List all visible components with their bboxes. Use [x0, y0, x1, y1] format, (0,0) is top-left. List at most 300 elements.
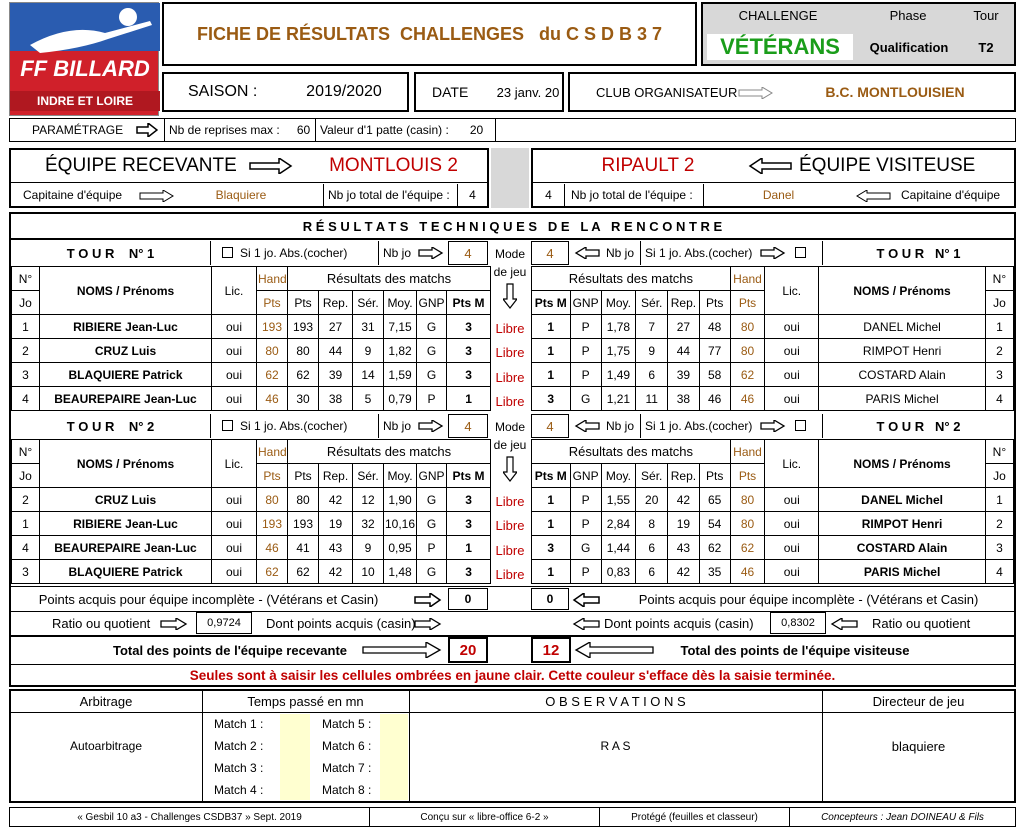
- col-moy: Moy.: [601, 291, 635, 315]
- player-hand: 80: [257, 339, 288, 363]
- player-ser: 31: [353, 315, 384, 339]
- tour2-abs-home-label: Si 1 jo. Abs.(cocher): [240, 419, 348, 433]
- player-ser: 7: [636, 315, 668, 339]
- player-pts: 35: [699, 560, 730, 584]
- player-lic: oui: [765, 315, 819, 339]
- player-rep: 42: [319, 488, 353, 512]
- player-ser: 6: [636, 363, 668, 387]
- home-captain: Blaquiere: [215, 188, 267, 202]
- col-hand-pts: Pts: [257, 291, 288, 315]
- tour1-abs-away-checkbox[interactable]: [795, 247, 806, 258]
- tour1-title-home: T O U R N° 1: [11, 241, 211, 265]
- player-no: 1: [985, 488, 1013, 512]
- col-rep: Rep.: [668, 291, 699, 315]
- player-gnp: P: [570, 488, 601, 512]
- player-hand: 193: [257, 512, 288, 536]
- arrow-down-icon: [503, 283, 517, 309]
- player-lic: oui: [765, 387, 819, 411]
- col-ser: Sér.: [353, 464, 384, 488]
- directeur-label: Directeur de jeu: [872, 693, 965, 709]
- home-team-name: MONTLOUIS 2: [329, 155, 458, 176]
- col-pts: Pts: [699, 464, 730, 488]
- arrow-right-icon: [362, 642, 442, 658]
- home-incomplete: 0: [448, 588, 488, 610]
- col-moy: Moy.: [601, 464, 635, 488]
- home-incomplete-label: Points acquis pour équipe incomplète - (Vétérans et Casin): [38, 591, 379, 607]
- player-hand: 46: [257, 536, 288, 560]
- tour1-nbjo-away: 4: [531, 241, 569, 265]
- ff-billard-logo: [9, 2, 159, 116]
- player-ser: 9: [353, 339, 384, 363]
- player-hand: 80: [730, 488, 764, 512]
- club-value: B.C. MONTLOUISIEN: [825, 84, 965, 100]
- player-name: RIBIERE Jean-Luc: [40, 512, 212, 536]
- player-pts: 80: [288, 488, 319, 512]
- player-gnp: G: [417, 339, 447, 363]
- player-pts: 58: [699, 363, 730, 387]
- tour1-title-away: T O U R N° 1: [822, 241, 1014, 265]
- arrow-right-icon: [760, 247, 786, 259]
- col-ptsm: Pts M: [447, 464, 491, 488]
- arrow-right-icon: [160, 618, 188, 630]
- arrow-down-icon: [503, 456, 517, 482]
- home-casin-label: Dont points acquis (casin): [266, 615, 416, 631]
- player-ptsm: 1: [532, 315, 571, 339]
- col-ptsm: Pts M: [447, 291, 491, 315]
- saison-value: 2019/2020: [306, 83, 382, 100]
- player-hand: 46: [730, 387, 764, 411]
- table-row: [532, 488, 1014, 512]
- col-noms: NOMS / Prénoms: [40, 267, 212, 315]
- table-row: [532, 560, 1014, 584]
- player-gnp: G: [417, 488, 447, 512]
- player-lic: oui: [212, 560, 257, 584]
- player-moy: 2,84: [601, 512, 635, 536]
- col-results: Résultats des matchs: [288, 267, 491, 291]
- away-nbjo-label: Nb jo total de l'équipe :: [571, 188, 693, 202]
- away-total-label: Total des points de l'équipe visiteuse: [680, 642, 910, 658]
- player-moy: 1,75: [601, 339, 635, 363]
- table-row: [12, 363, 491, 387]
- arrow-left-icon: [574, 420, 600, 432]
- away-incomplete-label: Points acquis pour équipe incomplète - (Vétérans et Casin): [638, 591, 979, 607]
- col-moy: Moy.: [384, 291, 417, 315]
- player-ser: 9: [353, 536, 384, 560]
- home-label: ÉQUIPE RECEVANTE: [45, 155, 237, 176]
- player-lic: oui: [212, 339, 257, 363]
- mode-value: Libre: [495, 542, 525, 558]
- player-rep: 44: [668, 339, 699, 363]
- player-gnp: P: [570, 560, 601, 584]
- player-hand: 193: [257, 315, 288, 339]
- arrow-left-icon: [748, 158, 792, 174]
- date-box: [414, 72, 564, 112]
- table-row: [532, 512, 1014, 536]
- player-name: DANEL Michel: [819, 315, 986, 339]
- table-row: [532, 315, 1014, 339]
- player-ptsm: 1: [532, 512, 571, 536]
- arrow-right-icon: [738, 87, 774, 99]
- player-pts: 62: [699, 536, 730, 560]
- player-moy: 7,15: [384, 315, 417, 339]
- home-nbjo-label: Nb jo total de l'équipe :: [323, 184, 463, 206]
- player-hand: 80: [730, 512, 764, 536]
- col-hand: Hand: [730, 267, 764, 291]
- player-pts: 46: [699, 387, 730, 411]
- arrow-left-icon: [574, 247, 600, 259]
- player-no: 2: [985, 339, 1013, 363]
- saison-label: SAISON :: [188, 83, 258, 100]
- home-ratio: 0,9724: [196, 612, 252, 634]
- player-moy: 1,78: [601, 315, 635, 339]
- tour2-title-home: T O U R N° 2: [11, 414, 211, 438]
- player-lic: oui: [212, 315, 257, 339]
- tour1-away-table: [531, 266, 1014, 411]
- player-name: CRUZ Luis: [40, 339, 212, 363]
- tour2-abs-away-checkbox[interactable]: [795, 420, 806, 431]
- tour2-title-away: T O U R N° 2: [822, 414, 1014, 438]
- player-lic: oui: [212, 387, 257, 411]
- col-jo: Jo: [12, 291, 40, 315]
- col-lic: Lic.: [212, 440, 257, 488]
- params-row: [9, 118, 1016, 142]
- params-label: PARAMÉTRAGE: [10, 119, 165, 141]
- player-ptsm: 1: [532, 339, 571, 363]
- player-name: DANEL Michel: [819, 488, 986, 512]
- player-gnp: P: [417, 536, 447, 560]
- player-ser: 11: [636, 387, 668, 411]
- player-ser: 8: [636, 512, 668, 536]
- player-ptsm: 3: [447, 315, 491, 339]
- player-ser: 12: [353, 488, 384, 512]
- player-moy: 1,44: [601, 536, 635, 560]
- player-ptsm: 1: [447, 387, 491, 411]
- col-lic: Lic.: [212, 267, 257, 315]
- reprises-label: Nb de reprises max :: [169, 123, 280, 137]
- player-rep: 42: [668, 488, 699, 512]
- player-ser: 32: [353, 512, 384, 536]
- col-rep: Rep.: [319, 291, 353, 315]
- table-row: [12, 387, 491, 411]
- temps-label: Temps passé en mn: [247, 693, 364, 709]
- billiard-player-icon: [10, 3, 160, 63]
- challenge-value: VÉTÉRANS: [707, 34, 853, 60]
- player-pts: 48: [699, 315, 730, 339]
- challenge-label: CHALLENGE: [738, 7, 818, 23]
- player-gnp: G: [417, 363, 447, 387]
- mode-value: Libre: [495, 493, 525, 509]
- player-gnp: P: [570, 315, 601, 339]
- tour2-abs-home-checkbox[interactable]: [222, 420, 233, 431]
- player-gnp: P: [417, 387, 447, 411]
- player-moy: 1,49: [601, 363, 635, 387]
- col-hand: Hand: [257, 440, 288, 464]
- player-no: 4: [985, 387, 1013, 411]
- tour2-nbjo-away: 4: [531, 414, 569, 438]
- player-rep: 44: [319, 339, 353, 363]
- col-lic: Lic.: [765, 440, 819, 488]
- col-no: N°: [985, 440, 1013, 464]
- player-name: BLAQUIERE Patrick: [40, 363, 212, 387]
- phase-value: Qualification: [869, 39, 949, 55]
- player-moy: 10,16: [384, 512, 417, 536]
- tour2-nbjo-home: 4: [448, 414, 488, 438]
- player-lic: oui: [765, 512, 819, 536]
- tour1-nbjo-away-label: Nb jo: [606, 246, 635, 260]
- match6-label: Match 6 :: [322, 739, 372, 753]
- col-hand: Hand: [257, 267, 288, 291]
- home-nbjo: 4: [457, 184, 487, 206]
- tour2-away-table: [531, 439, 1014, 584]
- player-moy: 1,90: [384, 488, 417, 512]
- arrow-left-icon: [572, 593, 600, 607]
- player-lic: oui: [212, 512, 257, 536]
- player-moy: 0,79: [384, 387, 417, 411]
- player-pts: 62: [288, 560, 319, 584]
- tour1-abs-home-checkbox[interactable]: [222, 247, 233, 258]
- player-pts: 65: [699, 488, 730, 512]
- logo-region: INDRE ET LOIRE: [10, 91, 160, 111]
- col-gnp: GNP: [570, 464, 601, 488]
- player-rep: 27: [319, 315, 353, 339]
- player-ser: 20: [636, 488, 668, 512]
- date-label: DATE: [432, 84, 469, 100]
- logo-brand: FF BILLARD: [20, 56, 150, 81]
- player-rep: 39: [319, 363, 353, 387]
- tour2-home-table: [11, 439, 491, 584]
- player-rep: 19: [668, 512, 699, 536]
- player-name: RIMPOT Henri: [819, 512, 986, 536]
- player-ptsm: 1: [447, 536, 491, 560]
- col-results: Résultats des matchs: [288, 440, 491, 464]
- player-gnp: G: [417, 315, 447, 339]
- match3-label: Match 3 :: [214, 761, 264, 775]
- home-ratio-label: Ratio ou quotient: [52, 615, 151, 631]
- player-name: COSTARD Alain: [819, 536, 986, 560]
- player-no: 2: [12, 488, 40, 512]
- player-rep: 43: [319, 536, 353, 560]
- col-moy: Moy.: [384, 464, 417, 488]
- player-lic: oui: [212, 488, 257, 512]
- arrow-right-icon: [414, 618, 442, 630]
- player-rep: 42: [319, 560, 353, 584]
- player-ser: 14: [353, 363, 384, 387]
- tour1-nbjo-home-label: Nb jo: [378, 241, 448, 265]
- player-no: 4: [985, 560, 1013, 584]
- arrow-right-icon: [136, 123, 158, 137]
- player-ptsm: 1: [532, 560, 571, 584]
- col-no: N°: [12, 440, 40, 464]
- col-pts: Pts: [288, 464, 319, 488]
- player-lic: oui: [765, 536, 819, 560]
- player-name: PARIS Michel: [819, 387, 986, 411]
- player-no: 1: [985, 315, 1013, 339]
- player-ptsm: 3: [447, 339, 491, 363]
- away-ratio-label: Ratio ou quotient: [872, 615, 971, 631]
- player-pts: 41: [288, 536, 319, 560]
- mode-value: Libre: [495, 518, 525, 533]
- col-jo: Jo: [12, 464, 40, 488]
- tour2-abs-away-label: Si 1 jo. Abs.(cocher): [640, 414, 752, 438]
- player-gnp: G: [417, 560, 447, 584]
- player-no: 4: [12, 387, 40, 411]
- away-casin-label: Dont points acquis (casin): [604, 615, 754, 631]
- player-name: COSTARD Alain: [819, 363, 986, 387]
- tour1-nbjo-home: 4: [448, 241, 488, 265]
- player-ptsm: 3: [447, 512, 491, 536]
- player-hand: 62: [257, 363, 288, 387]
- player-ser: 5: [353, 387, 384, 411]
- player-hand: 80: [730, 339, 764, 363]
- arbitrage-value: Autoarbitrage: [69, 739, 143, 753]
- col-ser: Sér.: [636, 291, 668, 315]
- match1-label: Match 1 :: [214, 717, 264, 731]
- col-noms: NOMS / Prénoms: [40, 440, 212, 488]
- home-captain-label: Capitaine d'équipe: [23, 188, 123, 202]
- observations-value: R A S: [600, 739, 631, 753]
- tour1-abs-away-label: Si 1 jo. Abs.(cocher): [640, 241, 752, 265]
- player-no: 1: [12, 315, 40, 339]
- player-no: 3: [12, 363, 40, 387]
- player-no: 2: [985, 512, 1013, 536]
- tour1-dejeu-label: de jeu: [493, 265, 527, 279]
- mode-value: Libre: [495, 567, 525, 582]
- col-rep: Rep.: [668, 464, 699, 488]
- player-no: 3: [985, 363, 1013, 387]
- mode-value: Libre: [495, 345, 525, 360]
- patte-label: Valeur d'1 patte (casin) :: [320, 123, 449, 137]
- table-row: [532, 536, 1014, 560]
- player-no: 3: [12, 560, 40, 584]
- col-results: Résultats des matchs: [532, 267, 731, 291]
- reprises-value: 60: [292, 119, 316, 141]
- col-jo: Jo: [985, 291, 1013, 315]
- mode-value: Libre: [495, 394, 525, 409]
- player-rep: 42: [668, 560, 699, 584]
- away-ratio: 0,8302: [770, 612, 826, 634]
- col-ptsm: Pts M: [532, 291, 571, 315]
- footer-4: Concepteurs : Jean DOINEAU & Fils: [821, 811, 984, 823]
- arrow-left-icon: [572, 618, 600, 630]
- arrow-right-icon: [249, 158, 293, 174]
- footer: [9, 807, 1016, 827]
- mode-value: Libre: [495, 320, 525, 336]
- col-noms: NOMS / Prénoms: [819, 440, 986, 488]
- col-jo: Jo: [985, 464, 1013, 488]
- player-hand: 62: [257, 560, 288, 584]
- player-gnp: G: [570, 536, 601, 560]
- col-hand-pts: Pts: [257, 464, 288, 488]
- table-row: [532, 339, 1014, 363]
- player-pts: 193: [288, 315, 319, 339]
- page-title: FICHE DE RÉSULTATS CHALLENGES du C S D B 3 7: [162, 2, 697, 66]
- table-row: [12, 512, 491, 536]
- arrow-left-icon: [830, 618, 858, 630]
- col-ser: Sér.: [636, 464, 668, 488]
- col-ser: Sér.: [353, 291, 384, 315]
- player-gnp: P: [570, 512, 601, 536]
- player-no: 3: [985, 536, 1013, 560]
- club-label: CLUB ORGANISATEUR: [596, 84, 738, 100]
- tour2-dejeu-label: de jeu: [493, 438, 527, 452]
- arrow-right-icon: [760, 420, 786, 432]
- notice: Seules sont à saisir les cellules ombrées en jaune clair. Cette couleur s'efface dès la saisie terminée.: [189, 667, 836, 683]
- player-lic: oui: [212, 363, 257, 387]
- player-rep: 39: [668, 363, 699, 387]
- player-name: BEAUREPAIRE Jean-Luc: [40, 387, 212, 411]
- phase-label: Phase: [889, 7, 927, 23]
- player-hand: 46: [730, 560, 764, 584]
- player-moy: 1,55: [601, 488, 635, 512]
- tour1-mode-label: Mode: [494, 247, 526, 261]
- player-ser: 9: [636, 339, 668, 363]
- player-rep: 38: [319, 387, 353, 411]
- col-pts: Pts: [288, 291, 319, 315]
- arrow-right-icon: [418, 247, 444, 259]
- table-row: [12, 560, 491, 584]
- player-lic: oui: [765, 488, 819, 512]
- away-captain: Danel: [703, 184, 853, 206]
- tour2-nbjo-home-label: Nb jo: [378, 414, 448, 438]
- player-moy: 0,95: [384, 536, 417, 560]
- tour-label: Tour: [973, 7, 999, 23]
- col-no: N°: [985, 267, 1013, 291]
- patte-value: 20: [458, 119, 496, 141]
- arrow-right-icon: [139, 190, 175, 202]
- player-no: 4: [12, 536, 40, 560]
- away-team-name: RIPAULT 2: [601, 155, 695, 176]
- table-row: [532, 387, 1014, 411]
- player-lic: oui: [212, 536, 257, 560]
- player-no: 1: [12, 512, 40, 536]
- challenge-box: [701, 2, 1016, 66]
- saison-box: [162, 72, 409, 112]
- player-ser: 6: [636, 536, 668, 560]
- player-name: CRUZ Luis: [40, 488, 212, 512]
- player-hand: 46: [257, 387, 288, 411]
- player-name: BEAUREPAIRE Jean-Luc: [40, 536, 212, 560]
- table-row: [12, 315, 491, 339]
- arrow-right-icon: [414, 593, 442, 607]
- arrow-right-icon: [418, 420, 444, 432]
- match4-label: Match 4 :: [214, 783, 264, 797]
- tour2-mode-label: Mode: [494, 420, 526, 434]
- footer-1: « Gesbil 10 a3 - Challenges CSDB37 » Sept. 2019: [10, 808, 370, 826]
- player-name: PARIS Michel: [819, 560, 986, 584]
- player-hand: 80: [730, 315, 764, 339]
- player-moy: 0,83: [601, 560, 635, 584]
- player-ptsm: 3: [447, 560, 491, 584]
- col-no: N°: [12, 267, 40, 291]
- away-label: ÉQUIPE VISITEUSE: [799, 155, 976, 176]
- home-team-box: [9, 148, 489, 208]
- player-name: BLAQUIERE Patrick: [40, 560, 212, 584]
- player-lic: oui: [765, 560, 819, 584]
- player-ser: 6: [636, 560, 668, 584]
- away-captain-label: Capitaine d'équipe: [901, 188, 1001, 202]
- player-no: 2: [12, 339, 40, 363]
- col-hand: Hand: [730, 440, 764, 464]
- player-moy: 1,59: [384, 363, 417, 387]
- player-rep: 38: [668, 387, 699, 411]
- col-gnp: GNP: [417, 464, 447, 488]
- col-rep: Rep.: [319, 464, 353, 488]
- match2-label: Match 2 :: [214, 739, 264, 753]
- player-name: RIBIERE Jean-Luc: [40, 315, 212, 339]
- home-total-label: Total des points de l'équipe recevante: [112, 642, 348, 658]
- col-noms: NOMS / Prénoms: [819, 267, 986, 315]
- tour-value: T2: [978, 39, 994, 55]
